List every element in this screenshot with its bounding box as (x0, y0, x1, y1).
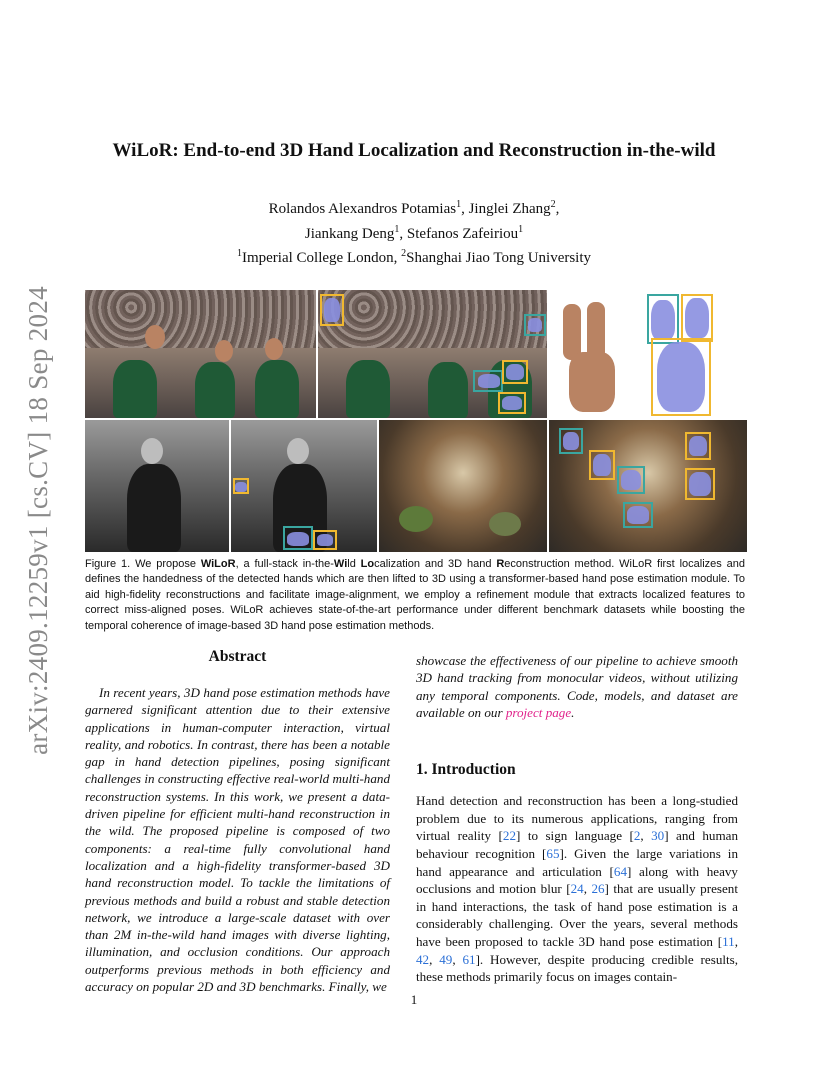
intro-text: ] to sign language [ (516, 828, 634, 844)
caption-text: ld (347, 558, 361, 570)
caption-method-name: WiLoR (200, 558, 236, 570)
abstract-body: In recent years, 3D hand pose estimation methods have garnered significant attention due to their extensive applications in human-computer interaction, virtual reality, and robotics. In contrast, there has been a notable gap in hand detection pipelines, posing significant challenges in constructing effective real-world multi-hand reconstruction systems. In this work, we present a data-driven pipeline for efficient multi-hand reconstruction in the wild. The proposed pipeline is composed of two components: a real-time fully convolutional hand localization and a high-fidelity transformer-based 3D hand reconstruction model. To tackle the limitations of previous methods and build a robust and stable detection network, we introduce a large-scale dataset with over than 2M in-the-wild hand images with diverse lighting, illumination, and occlusion conditions. Our approach outperforms previous methods in both efficiency and accuracy on popular 2D and 3D benchmarks. Finally, we (85, 685, 390, 995)
intro-text: , (583, 881, 592, 897)
detection-box (681, 294, 713, 342)
dinner-toast-photo (379, 420, 547, 552)
abstract-heading: Abstract (208, 648, 267, 665)
dinner-toast-detections (549, 420, 747, 552)
affiliation-2: Shanghai Jiao Tong University (406, 250, 592, 266)
detection-box (589, 450, 615, 480)
citation-link[interactable]: 26 (591, 881, 605, 897)
detection-box (313, 530, 337, 550)
citation-link[interactable]: 49 (439, 951, 453, 967)
author-line-1: Rolandos Alexandros Potamias$^1$, Jinglei Zhang$^2$, (268, 199, 560, 217)
affiliation-line (0, 244, 828, 269)
detection-box (283, 526, 313, 550)
citation-link[interactable]: 65 (546, 845, 560, 861)
man-head (141, 438, 163, 464)
author-name: Jiankang Deng (304, 225, 395, 242)
player-head (215, 340, 233, 362)
arxiv-id-text: arXiv:2409.12259v1 [cs.CV] 18 Sep 2024 (22, 285, 53, 755)
basketball-photo-detections (318, 290, 547, 418)
intro-text: , (734, 933, 738, 949)
intro-text: Hand detection and reconstruction has been a long-studied problem due to its numerous applications, ranging from virtual reality [ (416, 793, 738, 844)
figure-1-image-grid (85, 290, 747, 552)
citation-link[interactable]: 30 (651, 828, 665, 844)
citation-link[interactable]: 22 (502, 828, 516, 844)
player-jersey (195, 362, 235, 418)
basketball-photo (85, 290, 316, 418)
caption-bold-letters: Wi (333, 558, 348, 570)
intro-text: , (452, 951, 463, 967)
caption-text: Figure 1. We propose (85, 558, 201, 570)
player-head (265, 338, 283, 360)
citation-link[interactable]: 64 (613, 863, 627, 879)
author-name: Jinglei Zhang (468, 201, 551, 217)
caption-bold-letters: Lo (360, 558, 375, 570)
abstract-cont-text: showcase the effectiveness of our pipeline to achieve smooth 3D hand tracking from monocular videos, without utilizing any temporal components. Code, models, and dataset are available on our (416, 653, 738, 720)
finger-pose-photo (549, 290, 639, 418)
detection-box (685, 468, 715, 500)
author-affil-sup: 2 (550, 199, 556, 210)
author-line-2: Jiankang Deng$^1$, Stefanos Zafeiriou$^1$ (304, 223, 524, 242)
abstract-end: . (571, 704, 575, 720)
author-name: Stefanos Zafeiriou (406, 225, 519, 242)
citation-link[interactable]: 2 (633, 828, 641, 844)
detection-box (647, 294, 679, 344)
caption-text: , a full-stack in-the- (235, 558, 334, 570)
bw-party-photo (85, 420, 229, 552)
caption-text: econstruction method. WiLoR first localizes and defines the handedness of the detected hands which are then lifted to 3D using a transformer-based hand pose estimation module. To aid high-fidelity reconstructions and facilitate image-alignment, we employ a refinement module that extracts localized features to correct miss-aligned poses. WiLoR achieves state-of-the-art performance under different benchmark datasets while boosting the temporal coherence of image-based 3D hand pose estimation methods. (85, 558, 745, 632)
affil-sup: 1 (236, 248, 242, 259)
player-jersey (113, 360, 157, 418)
plate (399, 506, 433, 532)
detection-box (473, 370, 503, 392)
author-block (0, 195, 828, 269)
citation-link[interactable]: 24 (570, 881, 584, 897)
detection-box (320, 294, 344, 326)
intro-text: ] along with heavy occlusions and motion blur [ (416, 863, 738, 897)
arxiv-margin-stamp (18, 285, 58, 755)
detection-box (559, 428, 583, 454)
bw-party-photo-detections (231, 420, 377, 552)
player-head (145, 325, 165, 349)
citation-link[interactable]: 42 (416, 951, 430, 967)
citation-link[interactable]: 61 (462, 951, 476, 967)
man-head (287, 438, 309, 464)
page-number: 1 (410, 992, 418, 1007)
caption-text: calization and 3D hand (374, 558, 497, 570)
hand-fist (569, 352, 615, 412)
author-name: Rolandos Alexandros Potamias (268, 201, 457, 217)
intro-text: ]. Given the large variations in hand appearance and articulation [ (416, 845, 738, 879)
intro-text: , (640, 828, 652, 844)
intro-text: , (429, 951, 440, 967)
author-affil-sup: 1 (518, 223, 524, 235)
crowd-background (318, 290, 547, 348)
abstract-continuation (416, 652, 738, 721)
crowd-background (85, 290, 316, 348)
intro-text: ]. However, despite producing credible results, these methods primarily focus on images contain- (416, 951, 739, 985)
right-column (416, 652, 738, 986)
intro-text: ] that are usually present in hand interactions, the task of hand pose estimation is a considerably challenging. Over the years, several methods have been proposed to tackle 3D hand pose estimation [ (416, 881, 738, 949)
player-jersey (428, 362, 468, 418)
player-jersey (255, 360, 299, 418)
finger-pose-mesh (641, 290, 747, 418)
introduction-heading: 1. Introduction (416, 761, 516, 779)
detection-box (502, 360, 528, 384)
man-suit (127, 464, 181, 552)
player-jersey (346, 360, 390, 418)
caption-bold-letters: R (496, 558, 505, 570)
left-column (85, 648, 390, 995)
plate (489, 512, 521, 536)
paper-title: WiLoR: End-to-end 3D Hand Localization and Reconstruction in-the-wild (112, 140, 716, 161)
citation-link[interactable]: 11 (722, 933, 735, 949)
author-affil-sup: 1 (456, 199, 462, 210)
intro-text: ] and human behaviour recognition [ (416, 828, 739, 861)
detection-box (233, 478, 249, 494)
author-affil-sup: 1 (394, 223, 400, 235)
detection-box (498, 392, 526, 414)
detection-box (651, 338, 711, 416)
detection-box (617, 466, 645, 494)
affiliation-1: Imperial College London, (241, 250, 402, 266)
detection-box (623, 502, 653, 528)
detection-box (524, 314, 546, 336)
detection-box (685, 432, 711, 460)
affil-sup: 2 (401, 248, 407, 259)
figure-1-caption (85, 557, 745, 634)
project-page-link[interactable]: project page (505, 704, 572, 720)
introduction-body (416, 792, 738, 986)
